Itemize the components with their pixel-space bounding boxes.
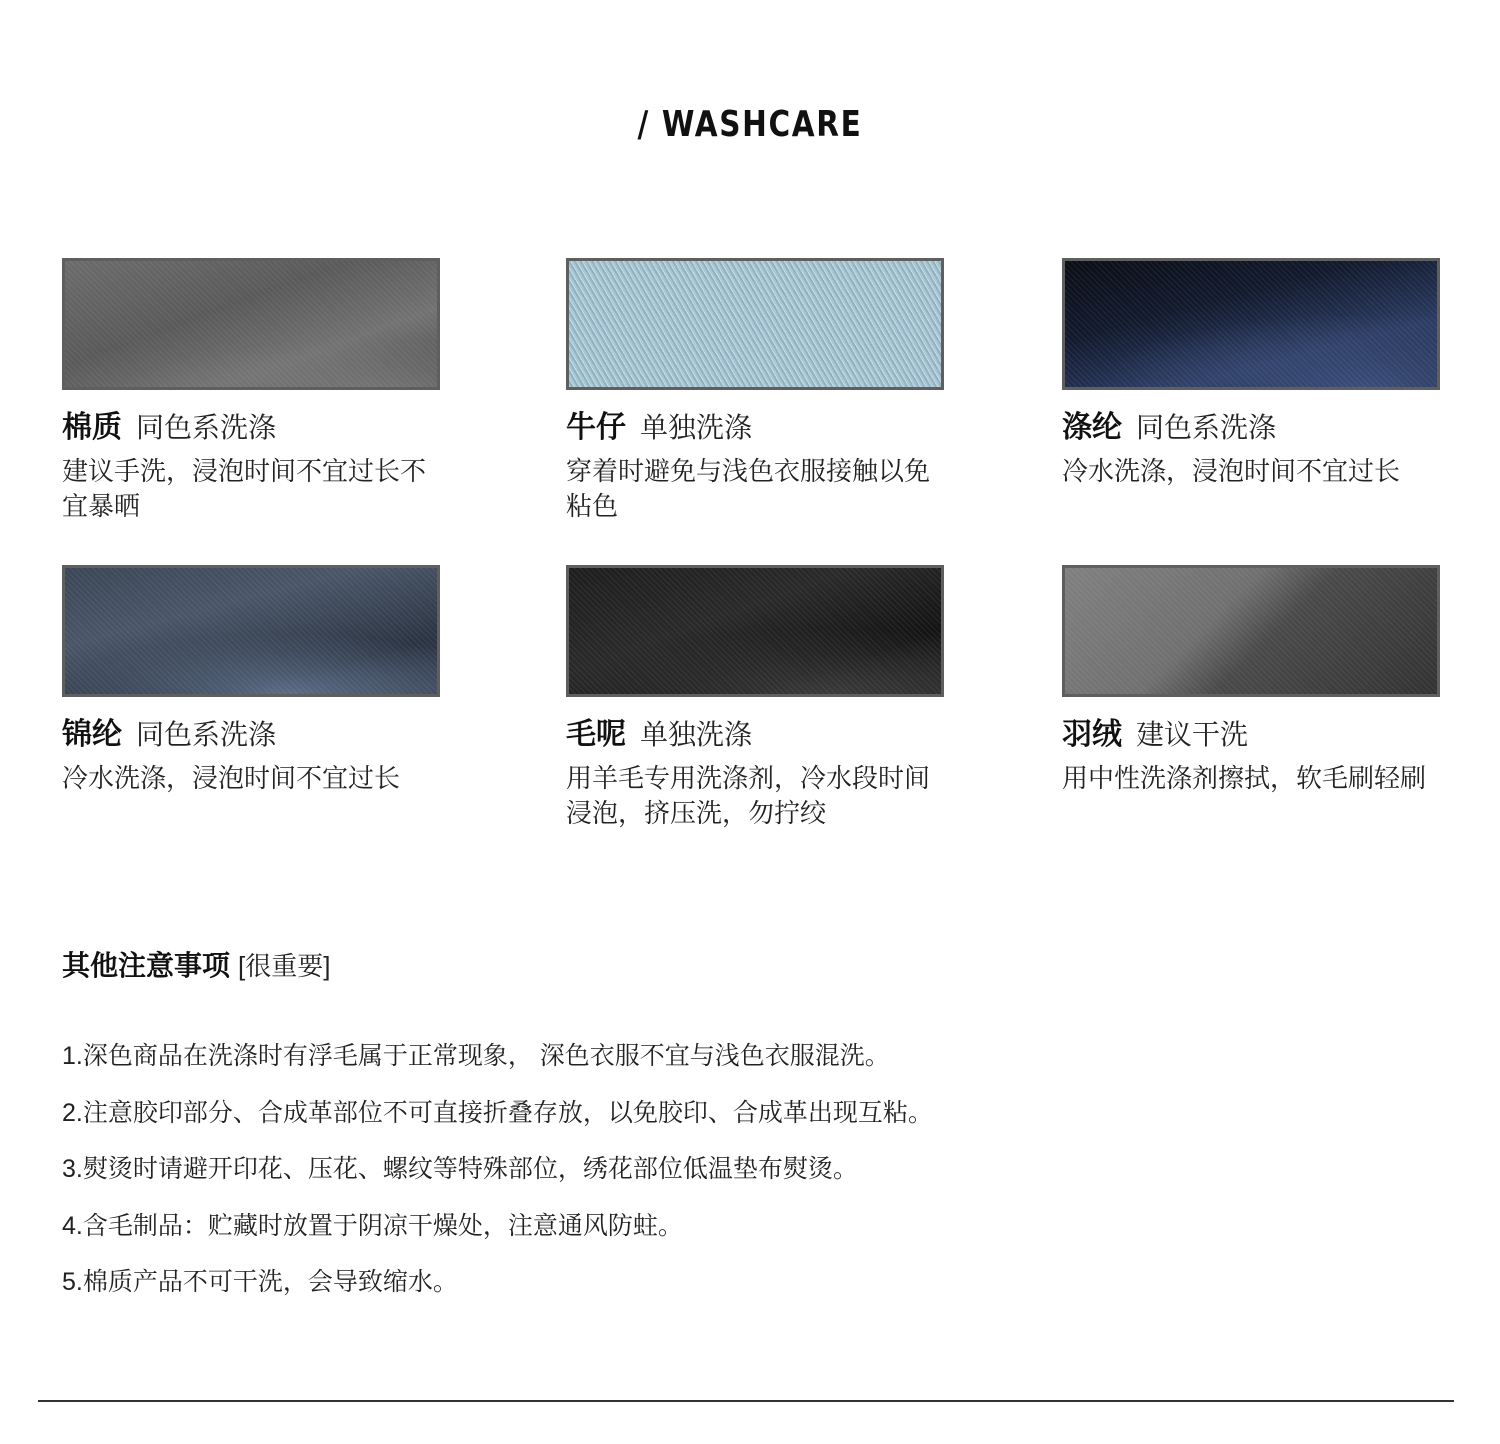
- fabric-heading: [566, 408, 944, 448]
- page-title: / WASHCARE: [637, 104, 863, 145]
- note-item: 1.深色商品在洗涤时有浮毛属于正常现象， 深色衣服不宜与浅色衣服混洗。: [62, 1042, 890, 1070]
- fabric-name: 涤纶: [1062, 411, 1122, 444]
- fabric-heading: [566, 715, 944, 755]
- notes-list: [62, 1036, 933, 1319]
- bottom-divider: [38, 1400, 1454, 1402]
- fabric-name: 毛呢: [566, 718, 626, 751]
- fabric-card-down: [1062, 565, 1440, 796]
- fabric-heading: [1062, 715, 1440, 755]
- fabric-wash-method: 建议干洗: [1136, 719, 1249, 750]
- fabric-heading: [62, 715, 440, 755]
- fabric-wash-method: 同色系洗涤: [1136, 412, 1277, 443]
- denim-fabric-image: [566, 258, 944, 390]
- fabric-card-cotton: [62, 258, 440, 524]
- note-item: 2.注意胶印部分、合成革部位不可直接折叠存放，以免胶印、合成革出现互粘。: [62, 1098, 933, 1127]
- fabric-heading: [1062, 408, 1440, 448]
- fabric-description: 用中性洗涤剂擦拭，软毛刷轻刷: [1062, 763, 1427, 793]
- fabric-description: 用羊毛专用洗涤剂，冷水段时间浸泡，挤压洗，勿拧绞: [566, 763, 931, 828]
- nylon-fabric-image: [62, 565, 440, 697]
- notes-importance-tag: [很重要]: [238, 951, 331, 981]
- fabric-description: 冷水洗涤，浸泡时间不宜过长: [1062, 456, 1401, 486]
- fabric-name: 羽绒: [1062, 718, 1122, 751]
- fabric-name: 锦纶: [62, 718, 122, 751]
- fabric-card-nylon: [62, 565, 440, 796]
- wool-fabric-image: [566, 565, 944, 697]
- fabric-heading: [62, 408, 440, 448]
- fabric-wash-method: 单独洗涤: [640, 412, 753, 443]
- fabric-card-wool: [566, 565, 944, 831]
- note-item: 3.熨烫时请避开印花、压花、螺纹等特殊部位，绣花部位低温垫布熨烫。: [62, 1155, 858, 1183]
- notes-heading: [62, 944, 330, 984]
- fabric-description: 穿着时避免与浅色衣服接触以免粘色: [566, 456, 931, 521]
- fabric-card-polyester: [1062, 258, 1440, 489]
- cotton-fabric-image: [62, 258, 440, 390]
- polyester-fabric-image: [1062, 258, 1440, 390]
- fabric-wash-method: 同色系洗涤: [136, 719, 277, 750]
- fabric-card-denim: [566, 258, 944, 524]
- fabric-description: 冷水洗涤，浸泡时间不宜过长: [62, 763, 401, 793]
- fabric-name: 棉质: [62, 411, 122, 444]
- fabric-wash-method: 单独洗涤: [640, 719, 753, 750]
- down-fabric-image: [1062, 565, 1440, 697]
- fabric-wash-method: 同色系洗涤: [136, 412, 277, 443]
- fabric-name: 牛仔: [566, 411, 626, 444]
- note-item: 4.含毛制品：贮藏时放置于阴凉干燥处，注意通风防蛀。: [62, 1211, 683, 1240]
- fabric-description: 建议手洗，浸泡时间不宜过长不宜暴晒: [62, 456, 427, 521]
- notes-title: 其他注意事项: [62, 950, 231, 981]
- note-item: 5.棉质产品不可干洗，会导致缩水。: [62, 1268, 458, 1296]
